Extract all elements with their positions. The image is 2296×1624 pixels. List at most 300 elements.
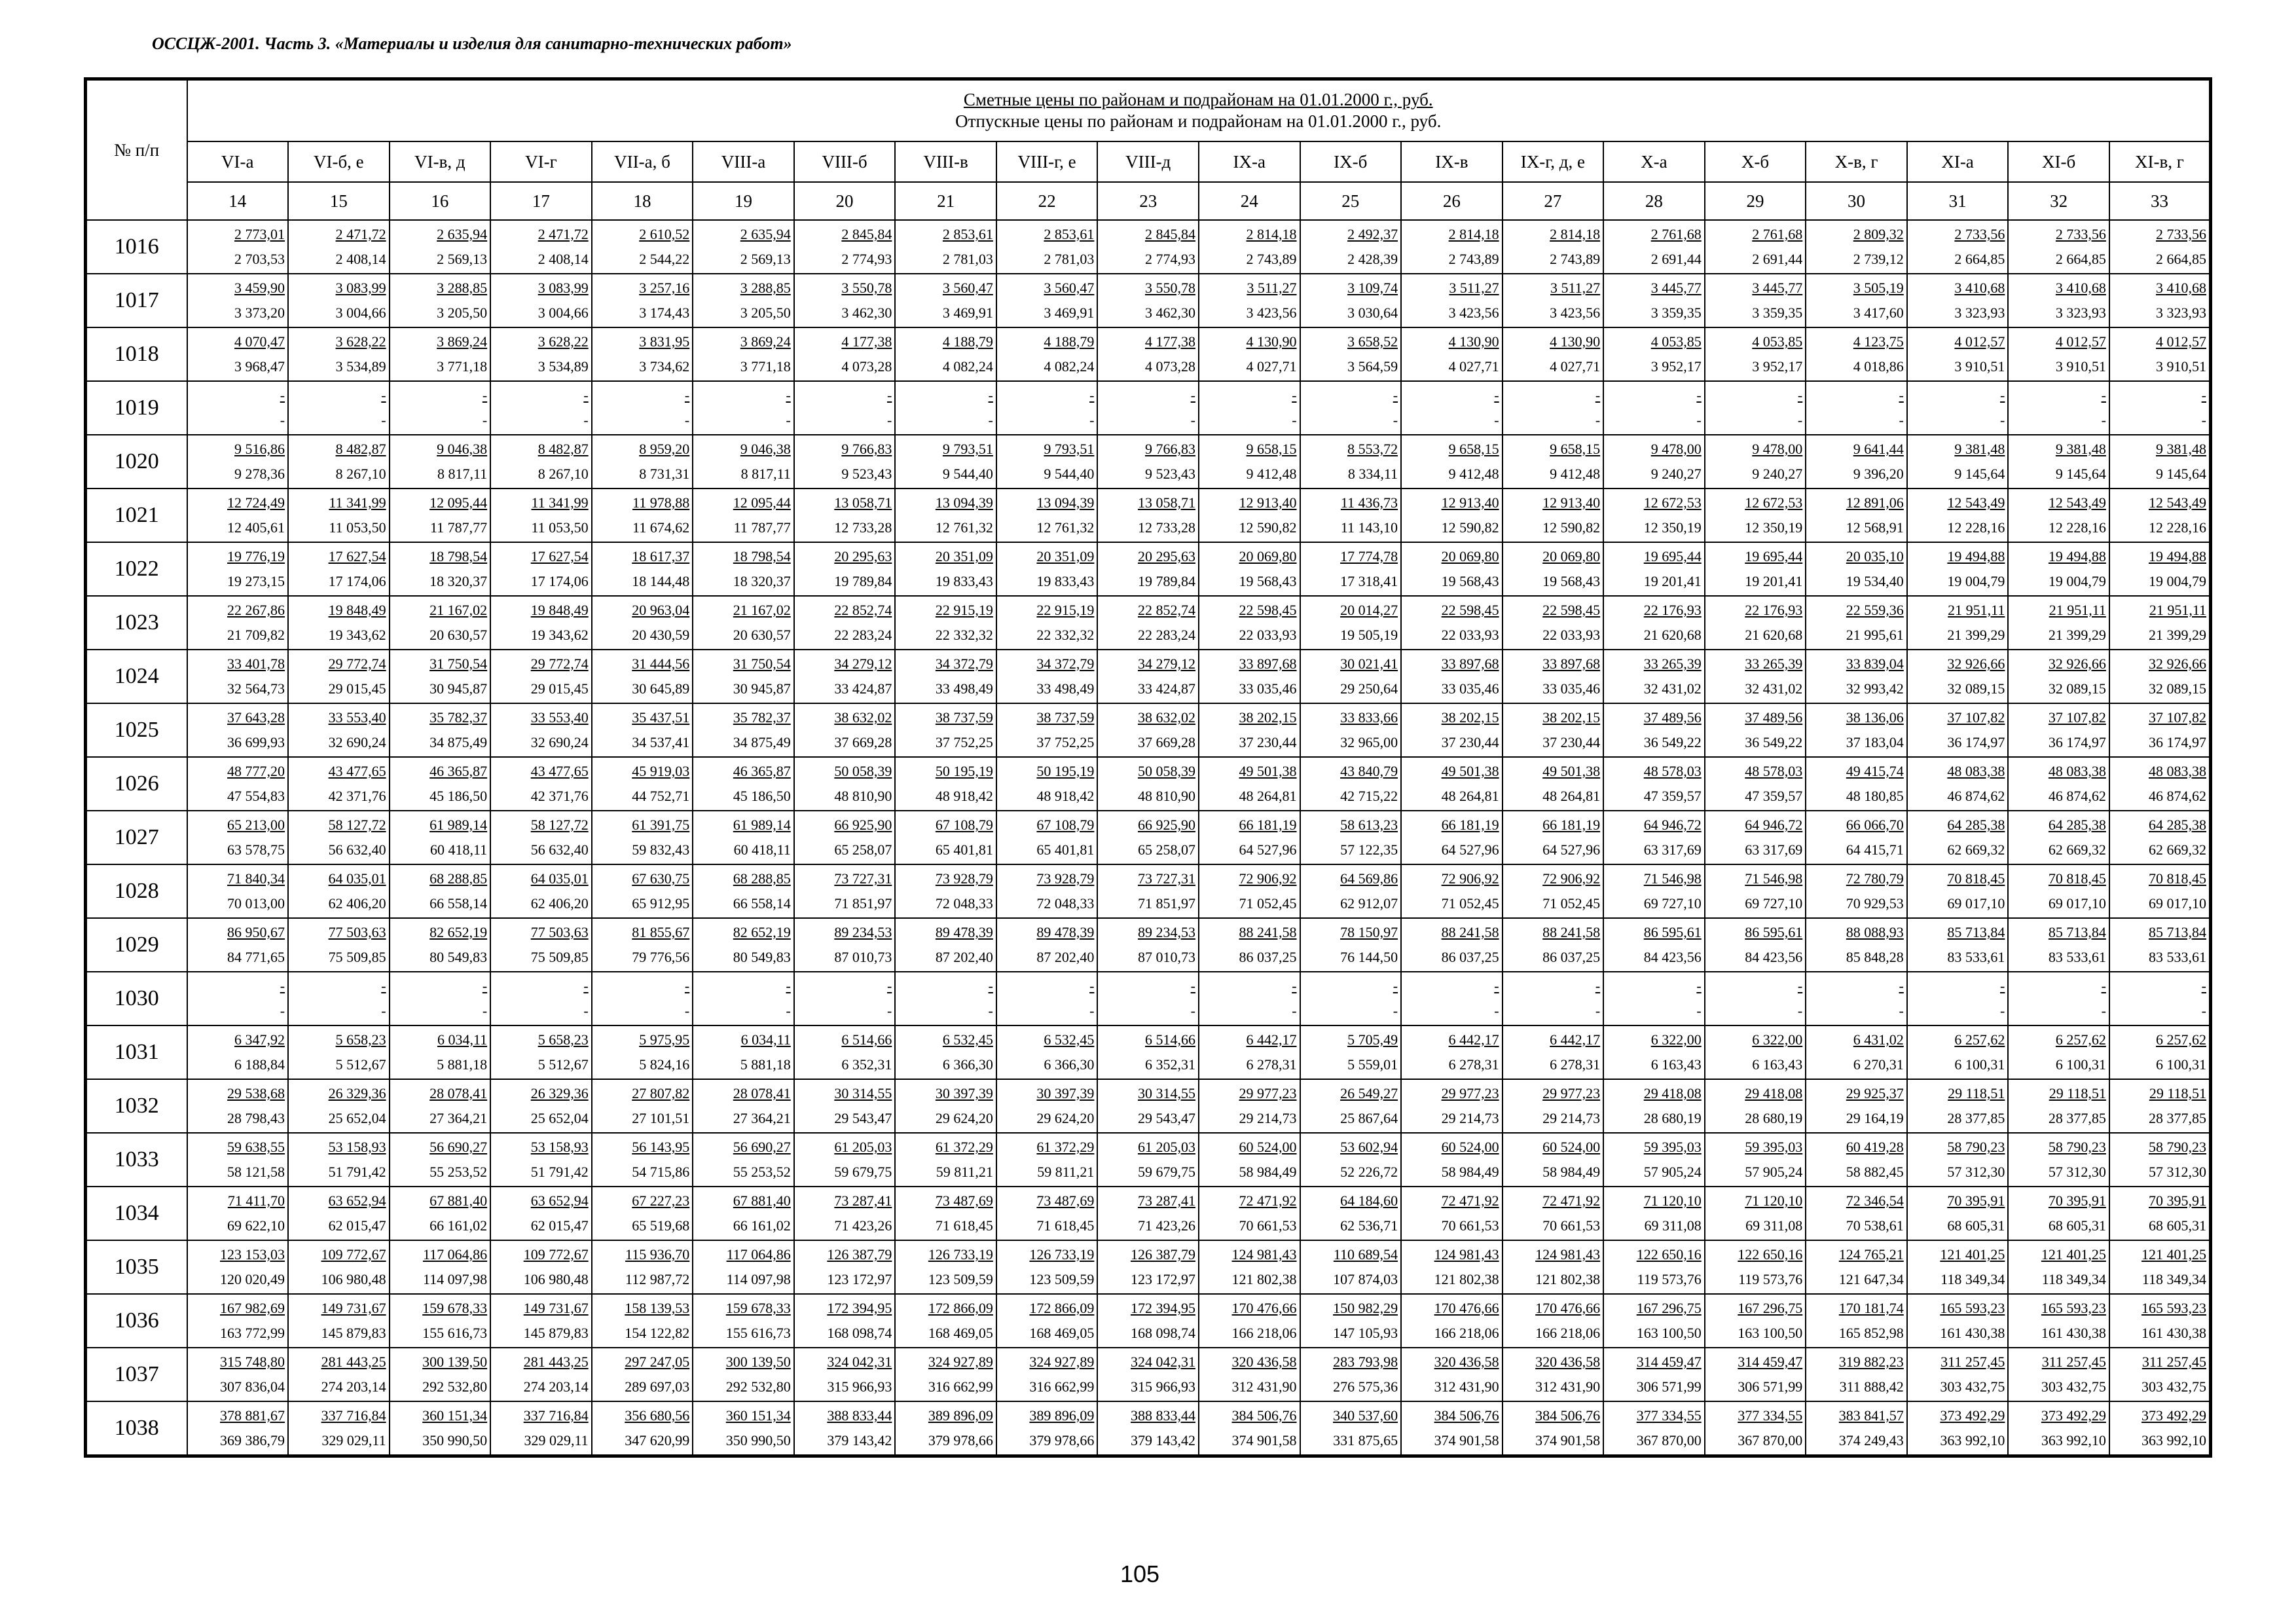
- release-price: 83 533,61: [2149, 949, 2206, 965]
- estimated-price: 71 840,34: [227, 870, 285, 887]
- estimated-price: 297 247,05: [625, 1354, 690, 1370]
- estimated-price: 26 329,36: [328, 1085, 386, 1101]
- price-cell: [794, 972, 896, 1025]
- estimated-price: 2 733,56: [2055, 226, 2106, 242]
- price-cell: [1503, 757, 1604, 811]
- price-cell: [895, 327, 996, 381]
- column-number: 21: [895, 182, 996, 220]
- estimated-price: 86 950,67: [227, 924, 285, 940]
- estimated-price: 29 772,74: [328, 655, 386, 672]
- price-cell: [1907, 596, 2009, 650]
- release-price: 36 174,97: [2149, 734, 2206, 750]
- price-cell: [1806, 1401, 1907, 1456]
- price-cell: [187, 435, 289, 489]
- price-cell: [1705, 435, 1806, 489]
- release-price: 29 543,47: [834, 1110, 892, 1126]
- estimated-price: 9 381,48: [1954, 441, 2005, 457]
- estimated-price: 45 919,03: [632, 763, 690, 779]
- estimated-price: 48 578,03: [1745, 763, 1803, 779]
- release-price: -: [583, 1003, 589, 1019]
- column-number: 23: [1097, 182, 1199, 220]
- release-price: 22 033,93: [1441, 627, 1499, 643]
- release-price: 65 258,07: [834, 841, 892, 858]
- release-price: 168 469,05: [928, 1325, 993, 1341]
- column-header: IX-а: [1199, 141, 1300, 182]
- estimated-price: 19 494,88: [1947, 548, 2005, 564]
- price-cell: [1097, 1133, 1199, 1187]
- estimated-price: -: [2101, 978, 2106, 994]
- price-cell: [592, 1401, 693, 1456]
- price-cell: [1401, 1401, 1503, 1456]
- release-price: 163 772,99: [220, 1325, 285, 1341]
- estimated-price: 30 021,41: [1340, 655, 1398, 672]
- release-price: 21 399,29: [2149, 627, 2206, 643]
- price-cell: [187, 327, 289, 381]
- estimated-price: 43 840,79: [1340, 763, 1398, 779]
- estimated-price: 13 094,39: [935, 494, 993, 511]
- price-cell: [794, 811, 896, 864]
- estimated-price: -: [1190, 978, 1195, 994]
- release-price: 3 469,91: [1044, 304, 1095, 321]
- estimated-price: 13 094,39: [1036, 494, 1095, 511]
- estimated-price: 20 069,80: [1441, 548, 1499, 564]
- price-cell: [1907, 1079, 2009, 1133]
- column-header: VIII-а: [693, 141, 794, 182]
- estimated-price: 58 790,23: [1947, 1139, 2005, 1155]
- estimated-price: 38 202,15: [1239, 709, 1297, 726]
- estimated-price: 89 234,53: [834, 924, 892, 940]
- release-price: 6 100,31: [1954, 1056, 2005, 1073]
- price-cell: [592, 220, 693, 274]
- estimated-price: 21 951,11: [1948, 602, 2005, 618]
- price-cell: [693, 650, 794, 703]
- release-price: 69 311,08: [1745, 1217, 1803, 1234]
- estimated-price: 281 443,25: [321, 1354, 386, 1370]
- price-cell: [895, 864, 996, 918]
- release-price: -: [2000, 412, 2005, 428]
- estimated-price: 72 346,54: [1846, 1192, 1904, 1209]
- estimated-price: 29 925,37: [1846, 1085, 1904, 1101]
- release-price: 2 781,03: [942, 251, 993, 267]
- estimated-price: 49 501,38: [1239, 763, 1297, 779]
- release-price: 2 428,39: [1347, 251, 1398, 267]
- release-price: 55 253,52: [429, 1164, 488, 1180]
- release-price: 19 004,79: [2149, 573, 2206, 589]
- release-price: 12 568,91: [1846, 519, 1904, 536]
- estimated-price: 9 793,51: [1044, 441, 1095, 457]
- release-price: 123 509,59: [928, 1271, 993, 1287]
- price-cell: [996, 1025, 1098, 1079]
- price-cell: [2008, 650, 2109, 703]
- price-cell: [592, 918, 693, 972]
- estimated-price: 373 492,29: [2141, 1407, 2206, 1424]
- release-price: 3 423,56: [1246, 304, 1297, 321]
- price-cell: [1806, 489, 1907, 542]
- estimated-price: 88 088,93: [1846, 924, 1904, 940]
- release-price: -: [1595, 412, 1601, 428]
- price-cell: [1806, 220, 1907, 274]
- price-cell: [1603, 1240, 1705, 1294]
- price-cell: [187, 1079, 289, 1133]
- release-price: 21 709,82: [227, 627, 285, 643]
- price-cell: [895, 220, 996, 274]
- release-price: 68 605,31: [2048, 1217, 2106, 1234]
- estimated-price: 22 598,45: [1239, 602, 1297, 618]
- estimated-price: 4 188,79: [942, 333, 993, 350]
- release-price: 37 183,04: [1846, 734, 1904, 750]
- release-price: 60 418,11: [733, 841, 791, 858]
- estimated-price: 20 351,09: [935, 548, 993, 564]
- price-cell: [1401, 811, 1503, 864]
- price-cell: [1603, 757, 1705, 811]
- estimated-price: 30 314,55: [834, 1085, 892, 1101]
- price-cell: [693, 435, 794, 489]
- price-cell: [490, 1187, 592, 1240]
- price-cell: [2008, 918, 2109, 972]
- release-price: 69 311,08: [1644, 1217, 1702, 1234]
- column-number: 14: [187, 182, 289, 220]
- price-cell: [1097, 650, 1199, 703]
- estimated-price: 71 546,98: [1643, 870, 1702, 887]
- estimated-price: 11 341,99: [329, 494, 386, 511]
- release-price: 9 544,40: [1044, 466, 1095, 482]
- estimated-price: 53 158,93: [530, 1139, 589, 1155]
- release-price: 63 317,69: [1745, 841, 1803, 858]
- release-price: 62 912,07: [1340, 895, 1398, 912]
- release-price: 3 910,51: [1954, 358, 2005, 375]
- release-price: 106 980,48: [523, 1271, 589, 1287]
- price-cell: [390, 435, 491, 489]
- estimated-price: 121 401,25: [2141, 1246, 2206, 1263]
- estimated-price: 3 445,77: [1752, 280, 1803, 296]
- release-price: 112 987,72: [625, 1271, 690, 1287]
- estimated-price: 9 766,83: [1144, 441, 1195, 457]
- release-price: 58 882,45: [1846, 1164, 1904, 1180]
- estimated-price: 121 401,25: [1940, 1246, 2005, 1263]
- release-price: 9 523,43: [841, 466, 892, 482]
- price-cell: [1199, 327, 1300, 381]
- price-cell: [996, 1401, 1098, 1456]
- estimated-price: 60 419,28: [1846, 1139, 1904, 1155]
- price-cell: [794, 1401, 896, 1456]
- release-price: 21 995,61: [1846, 627, 1904, 643]
- price-cell: [1199, 1133, 1300, 1187]
- release-price: 69 622,10: [227, 1217, 285, 1234]
- price-cell: [592, 1187, 693, 1240]
- estimated-price: 6 257,62: [2055, 1031, 2106, 1048]
- release-price: 12 228,16: [1947, 519, 2005, 536]
- release-price: 70 661,53: [1441, 1217, 1499, 1234]
- price-cell: [693, 489, 794, 542]
- estimated-price: 43 477,65: [328, 763, 386, 779]
- release-price: 62 536,71: [1340, 1217, 1398, 1234]
- release-price: 331 875,65: [1333, 1432, 1398, 1449]
- price-cell: [390, 1348, 491, 1401]
- estimated-price: 3 511,27: [1247, 280, 1297, 296]
- price-cell: [1401, 1187, 1503, 1240]
- price-cell: [490, 1025, 592, 1079]
- estimated-price: 66 181,19: [1441, 817, 1499, 833]
- price-cell: [1806, 864, 1907, 918]
- estimated-price: 149 731,67: [321, 1300, 386, 1316]
- price-cell: [895, 274, 996, 327]
- estimated-price: 324 927,89: [1029, 1354, 1095, 1370]
- price-cell: [592, 650, 693, 703]
- estimated-price: 6 514,66: [841, 1031, 892, 1048]
- price-cell: [1199, 1025, 1300, 1079]
- estimated-price: 64 285,38: [2149, 817, 2206, 833]
- release-price: 34 875,49: [733, 734, 791, 750]
- estimated-price: 38 737,59: [1036, 709, 1095, 726]
- price-cell: [693, 757, 794, 811]
- release-price: 69 727,10: [1643, 895, 1702, 912]
- price-cell: [2109, 1079, 2211, 1133]
- release-price: 71 618,45: [1036, 1217, 1095, 1234]
- estimated-price: -: [2201, 978, 2206, 994]
- estimated-price: 34 372,79: [1036, 655, 1095, 672]
- table-row: [86, 864, 2211, 918]
- release-price: 2 544,22: [639, 251, 690, 267]
- price-cell: [592, 1025, 693, 1079]
- release-price: 72 048,33: [1036, 895, 1095, 912]
- price-cell: [2008, 757, 2109, 811]
- release-price: 118 349,34: [2041, 1271, 2106, 1287]
- release-price: 5 559,01: [1347, 1056, 1398, 1073]
- price-cell: [895, 1133, 996, 1187]
- estimated-price: 78 150,97: [1340, 924, 1398, 940]
- price-cell: [1603, 703, 1705, 757]
- price-cell: [288, 703, 390, 757]
- estimated-price: 9 516,86: [234, 441, 285, 457]
- estimated-price: 71 120,10: [1643, 1192, 1702, 1209]
- estimated-price: 67 108,79: [1036, 817, 1095, 833]
- estimated-price: 22 176,93: [1643, 602, 1702, 618]
- release-price: 71 052,45: [1239, 895, 1297, 912]
- price-cell: [794, 1240, 896, 1294]
- table-row: [86, 1025, 2211, 1079]
- estimated-price: 50 195,19: [935, 763, 993, 779]
- price-cell: [1603, 542, 1705, 596]
- price-cell: [996, 327, 1098, 381]
- release-price: 65 401,81: [1036, 841, 1095, 858]
- price-cell: [1603, 274, 1705, 327]
- release-price: 306 571,99: [1636, 1378, 1702, 1395]
- price-cell: [2109, 1187, 2211, 1240]
- price-cell: [895, 757, 996, 811]
- release-price: -: [1595, 1003, 1601, 1019]
- estimated-price: 22 915,19: [935, 602, 993, 618]
- row-id: 1027: [86, 811, 187, 864]
- estimated-price: 170 476,66: [1434, 1300, 1499, 1316]
- column-number: 22: [996, 182, 1098, 220]
- price-cell: [1603, 489, 1705, 542]
- estimated-price: 124 765,21: [1838, 1246, 1904, 1263]
- release-price: 28 680,19: [1745, 1110, 1803, 1126]
- price-cell: [490, 1294, 592, 1348]
- estimated-price: 340 537,60: [1333, 1407, 1398, 1424]
- release-price: 28 680,19: [1643, 1110, 1702, 1126]
- release-price: 4 027,71: [1246, 358, 1297, 375]
- price-cell: [996, 542, 1098, 596]
- price-cell: [1401, 596, 1503, 650]
- column-header: VIII-б: [794, 141, 896, 182]
- estimated-price: 126 387,79: [1130, 1246, 1195, 1263]
- estimated-price: -: [1190, 387, 1195, 403]
- estimated-price: 3 505,19: [1853, 280, 1904, 296]
- release-price: 32 690,24: [328, 734, 386, 750]
- price-cell: [1097, 327, 1199, 381]
- release-price: 312 431,90: [1231, 1378, 1297, 1395]
- release-price: 9 278,36: [234, 466, 285, 482]
- price-cell: [693, 1348, 794, 1401]
- price-cell: [693, 1294, 794, 1348]
- estimated-price: 19 695,44: [1745, 548, 1803, 564]
- estimated-price: 26 549,27: [1340, 1085, 1398, 1101]
- release-price: 3 952,17: [1752, 358, 1803, 375]
- release-price: 17 174,06: [530, 573, 589, 589]
- price-cell: [693, 811, 794, 864]
- estimated-price: 72 471,92: [1239, 1192, 1297, 1209]
- release-price: 121 802,38: [1231, 1271, 1297, 1287]
- price-cell: [1300, 381, 1402, 435]
- price-cell: [1907, 542, 2009, 596]
- price-cell: [1097, 596, 1199, 650]
- estimated-price: -: [1595, 387, 1601, 403]
- price-cell: [187, 864, 289, 918]
- release-price: 163 100,50: [1738, 1325, 1803, 1341]
- price-cell: [1199, 381, 1300, 435]
- price-cell: [187, 1401, 289, 1456]
- release-price: 8 817,11: [740, 466, 791, 482]
- release-price: 147 105,93: [1333, 1325, 1398, 1341]
- price-cell: [490, 1133, 592, 1187]
- price-cell: [592, 1348, 693, 1401]
- release-price: 22 283,24: [834, 627, 892, 643]
- price-cell: [1401, 972, 1503, 1025]
- release-price: 306 571,99: [1738, 1378, 1803, 1395]
- price-cell: [288, 650, 390, 703]
- release-price: 166 218,06: [1434, 1325, 1499, 1341]
- release-price: 56 632,40: [328, 841, 386, 858]
- estimated-price: 60 524,00: [1239, 1139, 1297, 1155]
- release-price: 30 645,89: [632, 680, 690, 697]
- estimated-price: 4 177,38: [841, 333, 892, 350]
- price-cell: [592, 596, 693, 650]
- estimated-price: 59 638,55: [227, 1139, 285, 1155]
- release-price: 87 010,73: [834, 949, 892, 965]
- estimated-price: 109 772,67: [321, 1246, 386, 1263]
- price-cell: [996, 650, 1098, 703]
- release-price: 3 423,56: [1448, 304, 1499, 321]
- release-price: 379 978,66: [1029, 1432, 1095, 1449]
- release-price: -: [1393, 1003, 1398, 1019]
- release-price: 2 691,44: [1752, 251, 1803, 267]
- estimated-price: 4 130,90: [1448, 333, 1499, 350]
- row-id: 1024: [86, 650, 187, 703]
- release-price: 4 027,71: [1550, 358, 1601, 375]
- estimated-price: 311 257,45: [1941, 1354, 2005, 1370]
- price-cell: [187, 811, 289, 864]
- release-price: 29 164,19: [1846, 1110, 1904, 1126]
- price-cell: [1199, 435, 1300, 489]
- price-cell: [2109, 972, 2211, 1025]
- release-price: 121 647,34: [1838, 1271, 1904, 1287]
- estimated-price: 29 418,08: [1745, 1085, 1803, 1101]
- estimated-price: 89 478,39: [935, 924, 993, 940]
- column-number: 27: [1503, 182, 1604, 220]
- release-price: 33 035,46: [1441, 680, 1499, 697]
- table-row: [86, 1401, 2211, 1456]
- estimated-price: 67 881,40: [429, 1192, 488, 1209]
- estimated-price: 3 445,77: [1650, 280, 1702, 296]
- release-price: 9 412,48: [1448, 466, 1499, 482]
- price-cell: [2008, 596, 2109, 650]
- estimated-price: 384 506,76: [1434, 1407, 1499, 1424]
- column-number: 31: [1907, 182, 2009, 220]
- table-title-estimated: Сметные цены по районам и подрайонам на 01.01.2000 г., руб.: [963, 90, 1433, 109]
- estimated-price: 56 690,27: [429, 1139, 488, 1155]
- release-price: 315 966,93: [827, 1378, 892, 1395]
- estimated-price: 20 295,63: [1137, 548, 1195, 564]
- column-header: VI-б, е: [288, 141, 390, 182]
- release-price: 3 359,35: [1752, 304, 1803, 321]
- estimated-price: 21 951,11: [2149, 602, 2206, 618]
- estimated-price: 12 543,49: [1947, 494, 2005, 511]
- estimated-price: 4 130,90: [1550, 333, 1601, 350]
- estimated-price: 167 296,75: [1636, 1300, 1702, 1316]
- estimated-price: 315 748,80: [220, 1354, 285, 1370]
- price-cell: [2109, 1294, 2211, 1348]
- release-price: -: [1899, 412, 1904, 428]
- release-price: 163 100,50: [1636, 1325, 1702, 1341]
- estimated-price: 72 780,79: [1846, 870, 1904, 887]
- release-price: 363 992,10: [1940, 1432, 2005, 1449]
- column-header-row: [86, 141, 2211, 182]
- release-price: 57 905,24: [1745, 1164, 1803, 1180]
- estimated-price: 66 925,90: [834, 817, 892, 833]
- price-cell: [2008, 1187, 2109, 1240]
- price-cell: [288, 1025, 390, 1079]
- release-price: 71 052,45: [1441, 895, 1499, 912]
- price-cell: [2008, 1348, 2109, 1401]
- estimated-price: 64 285,38: [1947, 817, 2005, 833]
- release-price: -: [2000, 1003, 2005, 1019]
- estimated-price: -: [2201, 387, 2206, 403]
- release-price: 3 030,64: [1347, 304, 1398, 321]
- release-price: 3 734,62: [639, 358, 690, 375]
- price-cell: [794, 1133, 896, 1187]
- release-price: 9 544,40: [942, 466, 993, 482]
- release-price: 12 590,82: [1441, 519, 1499, 536]
- price-cell: [794, 220, 896, 274]
- price-cell: [1503, 918, 1604, 972]
- release-price: 3 323,93: [2156, 304, 2206, 321]
- release-price: 11 674,62: [632, 519, 690, 536]
- estimated-price: 8 553,72: [1347, 441, 1398, 457]
- release-price: 168 469,05: [1029, 1325, 1095, 1341]
- estimated-price: -: [583, 978, 589, 994]
- price-cell: [693, 1240, 794, 1294]
- price-cell: [288, 811, 390, 864]
- column-number: 24: [1199, 182, 1300, 220]
- estimated-price: 2 492,37: [1347, 226, 1398, 242]
- estimated-price: 20 014,27: [1340, 602, 1398, 618]
- price-cell: [390, 757, 491, 811]
- release-price: 3 968,47: [234, 358, 285, 375]
- release-price: 4 082,24: [942, 358, 993, 375]
- release-price: 19 789,84: [1137, 573, 1195, 589]
- estimated-price: 73 487,69: [1036, 1192, 1095, 1209]
